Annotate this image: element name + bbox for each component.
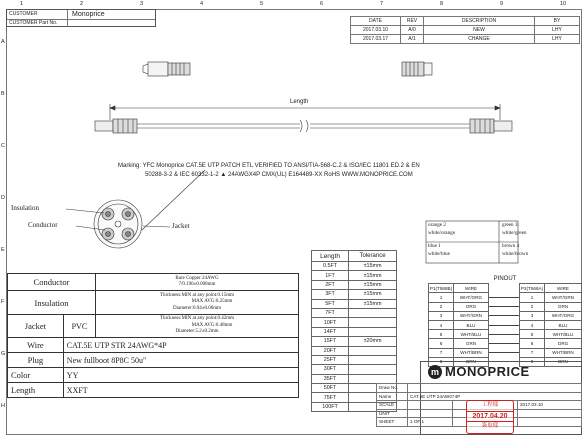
customer-label: CUSTOMER: [9, 11, 38, 17]
pin-number: 2: [429, 302, 454, 311]
pair-number: 1: [438, 243, 441, 249]
pair-blue: [428, 244, 441, 249]
rev-cell: 2017.03.10: [351, 26, 401, 35]
pin-number: 7: [429, 348, 454, 357]
pin-number: 6: [520, 339, 545, 348]
pinout-header-wires: [489, 284, 520, 293]
wire-path: [489, 311, 520, 320]
pin-wire: BRN: [545, 357, 582, 366]
sheet-value: 1 OF 1: [408, 418, 453, 427]
wire-value: CAT.5E UTP STR 24AWG*4P: [63, 338, 298, 353]
cable-assembly: [95, 119, 512, 133]
pin-wire: WHT/BLU: [545, 330, 582, 339]
marking-line-1: Marking: YFC Monoprice CAT.5E UTP PATCH ETL VERIFIED TO ANSI/TIA-568-C.2 & ISO/IEC 11801 ED.2 & EN: [118, 163, 420, 169]
grid-letter: D: [1, 195, 5, 201]
pin-wire: ORG: [454, 302, 489, 311]
pair-color-name: blue: [428, 243, 437, 249]
grid-number: 4: [200, 1, 204, 7]
rev-cell: LHY: [535, 26, 580, 35]
length-value: 10FT: [312, 318, 349, 327]
pin-number: 5: [520, 330, 545, 339]
wire-path: [489, 339, 520, 348]
customer-value: Monoprice: [72, 11, 105, 18]
pinout-row: [429, 339, 582, 348]
length-value: 20FT: [312, 346, 349, 355]
pair-color-name: green: [502, 222, 514, 228]
pin-number: 4: [520, 320, 545, 329]
wire-path: [489, 348, 520, 357]
wire-label: Wire: [8, 338, 64, 353]
tolerance-value: ±20mm: [349, 337, 397, 346]
insulation-spec-line: Thickness:MIN at any point:0.15mm: [159, 292, 235, 298]
rev-header-description: DESCRIPTION: [424, 17, 535, 26]
length-row: [312, 337, 397, 346]
length-value: 0.5FT: [312, 262, 349, 271]
plug-value: New fullboot 8P8C 50u″: [63, 353, 298, 368]
grid-number: 6: [320, 1, 324, 7]
jacket-spec-line: Thickness:MIN at any point:0.42mm: [159, 316, 235, 322]
pinout-header: WIRE: [545, 284, 582, 293]
stamp-date: 2017.04.20: [467, 411, 513, 422]
length-value: 2FT: [312, 280, 349, 289]
grid-number: 9: [500, 1, 504, 7]
pinout-header: P2(T568A): [520, 284, 545, 293]
tolerance-value: ±15mm: [349, 280, 397, 289]
rev-header-rev: REV: [401, 17, 424, 26]
length-row: [312, 355, 397, 364]
length-value: 3FT: [312, 290, 349, 299]
blank-cell: [518, 409, 582, 418]
pin-number: 5: [429, 330, 454, 339]
tolerance-value: [349, 365, 397, 374]
pair-number: 4: [516, 243, 520, 249]
tolerance-value: [349, 318, 397, 327]
color-label: Color: [8, 368, 64, 383]
monoprice-logo: [428, 364, 530, 379]
wire-path-line: [489, 343, 519, 344]
unit-value: [408, 409, 453, 418]
conductor-label: Conductor: [8, 274, 96, 291]
length-row: [312, 262, 397, 271]
length-value: 50FT: [312, 384, 349, 393]
pinout-row: [429, 293, 582, 302]
pair-brown-sub: white/brown: [502, 251, 529, 257]
tolerance-header: Tolerance: [349, 251, 397, 262]
draw-no-value: [408, 384, 582, 393]
length-value: 15FT: [312, 337, 349, 346]
rev-cell: 2017.03.17: [351, 35, 401, 44]
plug-side-view: [143, 62, 190, 76]
pin-number: 7: [520, 348, 545, 357]
pin-wire: ORG: [545, 339, 582, 348]
brand-name: MONOPRICE: [445, 364, 530, 379]
pin-number: 1: [520, 293, 545, 302]
stamp-text-bottom: 簽取樣: [481, 422, 499, 429]
grid-number: 7: [380, 1, 384, 7]
pair-number: 3: [514, 222, 518, 228]
tolerance-value: ±15mm: [349, 290, 397, 299]
grid-letter: G: [1, 351, 6, 357]
rev-cell: A/0: [401, 26, 424, 35]
length-spec-label: Length: [8, 383, 64, 398]
tolerance-value: [349, 355, 397, 364]
cable-cross-section: [66, 200, 170, 248]
rev-cell: CHANGE: [424, 35, 535, 44]
grid-number: 2: [80, 1, 84, 7]
grid-number: 5: [260, 1, 264, 7]
wire-path: [489, 302, 520, 311]
spec-table: [7, 273, 299, 398]
marking-line-2: 50288-3-2 & IEC 60332-1-2 ▲ 24AWGX4P CMX(UL) E164489-XX RoHS WWW.MONOPRICE.COM: [145, 172, 413, 178]
pinout-table: [428, 275, 582, 367]
color-value: YY: [63, 368, 298, 383]
length-value: 30FT: [312, 365, 349, 374]
length-label: Length: [290, 99, 309, 105]
conductor-spec-line: Bare Copper 24AWG: [175, 276, 219, 281]
grid-letter: F: [1, 299, 5, 305]
pinout-row: [429, 320, 582, 329]
name-value: CAT.5E UTP 24AWG*4P: [408, 392, 582, 401]
rev-cell: NEW: [424, 26, 535, 35]
tolerance-value: ±15mm: [349, 299, 397, 308]
pinout-header: WIRE: [454, 284, 489, 293]
grid-letter: E: [1, 247, 5, 253]
length-value: 5FT: [312, 299, 349, 308]
insulation-label: Insulation: [8, 291, 96, 315]
pin-number: 8: [429, 357, 454, 366]
rev-header-date: DATE: [351, 17, 401, 26]
wire-path-line: [489, 325, 519, 326]
stamp-text-top: 工程樣: [481, 402, 499, 408]
rev-cell: LHY: [535, 35, 580, 44]
wire-path-line: [489, 306, 519, 307]
insulation-spec-line: MAX AVG:0.25mm: [191, 299, 233, 305]
pair-blue-sub: white/blue: [428, 251, 450, 257]
length-row: [312, 327, 397, 336]
length-value: 100FT: [312, 402, 349, 411]
pin-wire: WHT/BRN: [454, 348, 489, 357]
pair-number: 2: [443, 222, 447, 228]
wire-path-line: [489, 315, 519, 316]
insulation-callout: Insulation: [11, 204, 39, 212]
tolerance-value: [349, 327, 397, 336]
pair-color-name: orange: [428, 222, 443, 228]
jacket-value: [96, 315, 299, 338]
monoprice-logo-icon: m: [428, 365, 442, 379]
pair-orange: [428, 223, 446, 228]
name-label: Name: [377, 392, 408, 401]
jacket-label: Jacket: [8, 315, 64, 338]
wire-path: [489, 320, 520, 329]
pin-wire: WHT/ORG: [454, 293, 489, 302]
length-row: [312, 308, 397, 317]
pin-wire: WHT/BLU: [454, 330, 489, 339]
length-row: [312, 318, 397, 327]
pin-wire: WHT/GRN: [545, 293, 582, 302]
conductor-callout: Conductor: [28, 221, 58, 229]
length-spec-value: XXFT: [63, 383, 298, 398]
wire-path: [489, 293, 520, 302]
pin-number: 2: [520, 302, 545, 311]
grid-number: 1: [20, 1, 24, 7]
unit-label: UNIT: [377, 409, 408, 418]
pinout-row: [429, 348, 582, 357]
length-row: [312, 290, 397, 299]
length-value: 14FT: [312, 327, 349, 336]
pin-wire: BLU: [545, 320, 582, 329]
grid-number: 3: [140, 1, 144, 7]
wire-path: [489, 330, 520, 339]
pinout-title: PINOUT: [493, 276, 517, 283]
date-value: 2017.03.10: [518, 401, 582, 410]
approval-stamp: [466, 400, 514, 434]
blank-cell: [518, 418, 582, 427]
conductor-spec-line: 7/0.196±0.008mm: [178, 282, 216, 287]
grid-number: 10: [560, 1, 567, 7]
pin-number: 3: [429, 311, 454, 320]
wire-path-line: [489, 334, 519, 335]
pair-green-sub: white/green: [502, 230, 527, 236]
length-row: [312, 280, 397, 289]
pin-number: 8: [520, 357, 545, 366]
jacket-spec-line: Diameter:5.2±0.2mm: [175, 329, 219, 335]
pinout-header: P1(T568B): [429, 284, 454, 293]
jacket-callout: Jacket: [172, 222, 190, 230]
tolerance-value: [349, 308, 397, 317]
length-value: 1FT: [312, 271, 349, 280]
scale-value: [408, 401, 453, 410]
draw-no-label: Draw No.: [377, 384, 408, 393]
pair-green: [502, 223, 517, 228]
pin-number: 1: [429, 293, 454, 302]
length-row: [312, 346, 397, 355]
pin-wire: BLU: [454, 320, 489, 329]
pair-orange-sub: white/orange: [428, 230, 456, 236]
pin-wire: GRN: [454, 339, 489, 348]
length-value: 75FT: [312, 393, 349, 402]
pin-number: 6: [429, 339, 454, 348]
jacket-spec-line: MAX AVG:0.48mm: [191, 322, 233, 328]
length-header: Length: [312, 251, 349, 262]
plug-label: Plug: [8, 353, 64, 368]
length-row: [312, 365, 397, 374]
grid-letter: A: [1, 39, 5, 45]
customer-part-label: CUSTOMER Part No.: [9, 20, 58, 26]
marking-leader-line: [142, 170, 205, 230]
sheet-label: SHEET: [377, 418, 408, 427]
pinout-row: [429, 302, 582, 311]
pin-number: 4: [429, 320, 454, 329]
length-row: [312, 271, 397, 280]
insulation-spec-line: Diameter:0.94±0.06mm: [172, 305, 221, 311]
pin-number: 3: [520, 311, 545, 320]
grid-number: 8: [440, 1, 444, 7]
pair-color-name: brown: [502, 243, 516, 249]
grid-letter: H: [1, 403, 5, 409]
insulation-value: [96, 291, 299, 315]
tolerance-value: [349, 346, 397, 355]
tolerance-value: ±15mm: [349, 262, 397, 271]
grid-letter: C: [1, 143, 5, 149]
tolerance-value: ±15mm: [349, 271, 397, 280]
pin-wire: WHT/ORG: [545, 311, 582, 320]
plug-top-view: [402, 62, 432, 76]
pinout-row: [429, 311, 582, 320]
length-row: [312, 299, 397, 308]
jacket-material: PVC: [63, 315, 95, 338]
rev-header-by: BY: [535, 17, 580, 26]
grid-letter: B: [1, 91, 5, 97]
rev-cell: A/1: [401, 35, 424, 44]
pin-wire: BRN: [454, 357, 489, 366]
wire-path-line: [489, 297, 519, 298]
pair-brown: [502, 244, 519, 249]
length-value: 25FT: [312, 355, 349, 364]
pin-wire: WHT/BRN: [545, 348, 582, 357]
conductor-value: [96, 274, 299, 291]
pin-wire: GRN: [545, 302, 582, 311]
wire-path-line: [489, 352, 519, 353]
length-value: 35FT: [312, 374, 349, 383]
pin-wire: WHT/GRN: [454, 311, 489, 320]
length-value: 7FT: [312, 308, 349, 317]
scale-label: SCALE: [377, 401, 408, 410]
pinout-row: [429, 330, 582, 339]
